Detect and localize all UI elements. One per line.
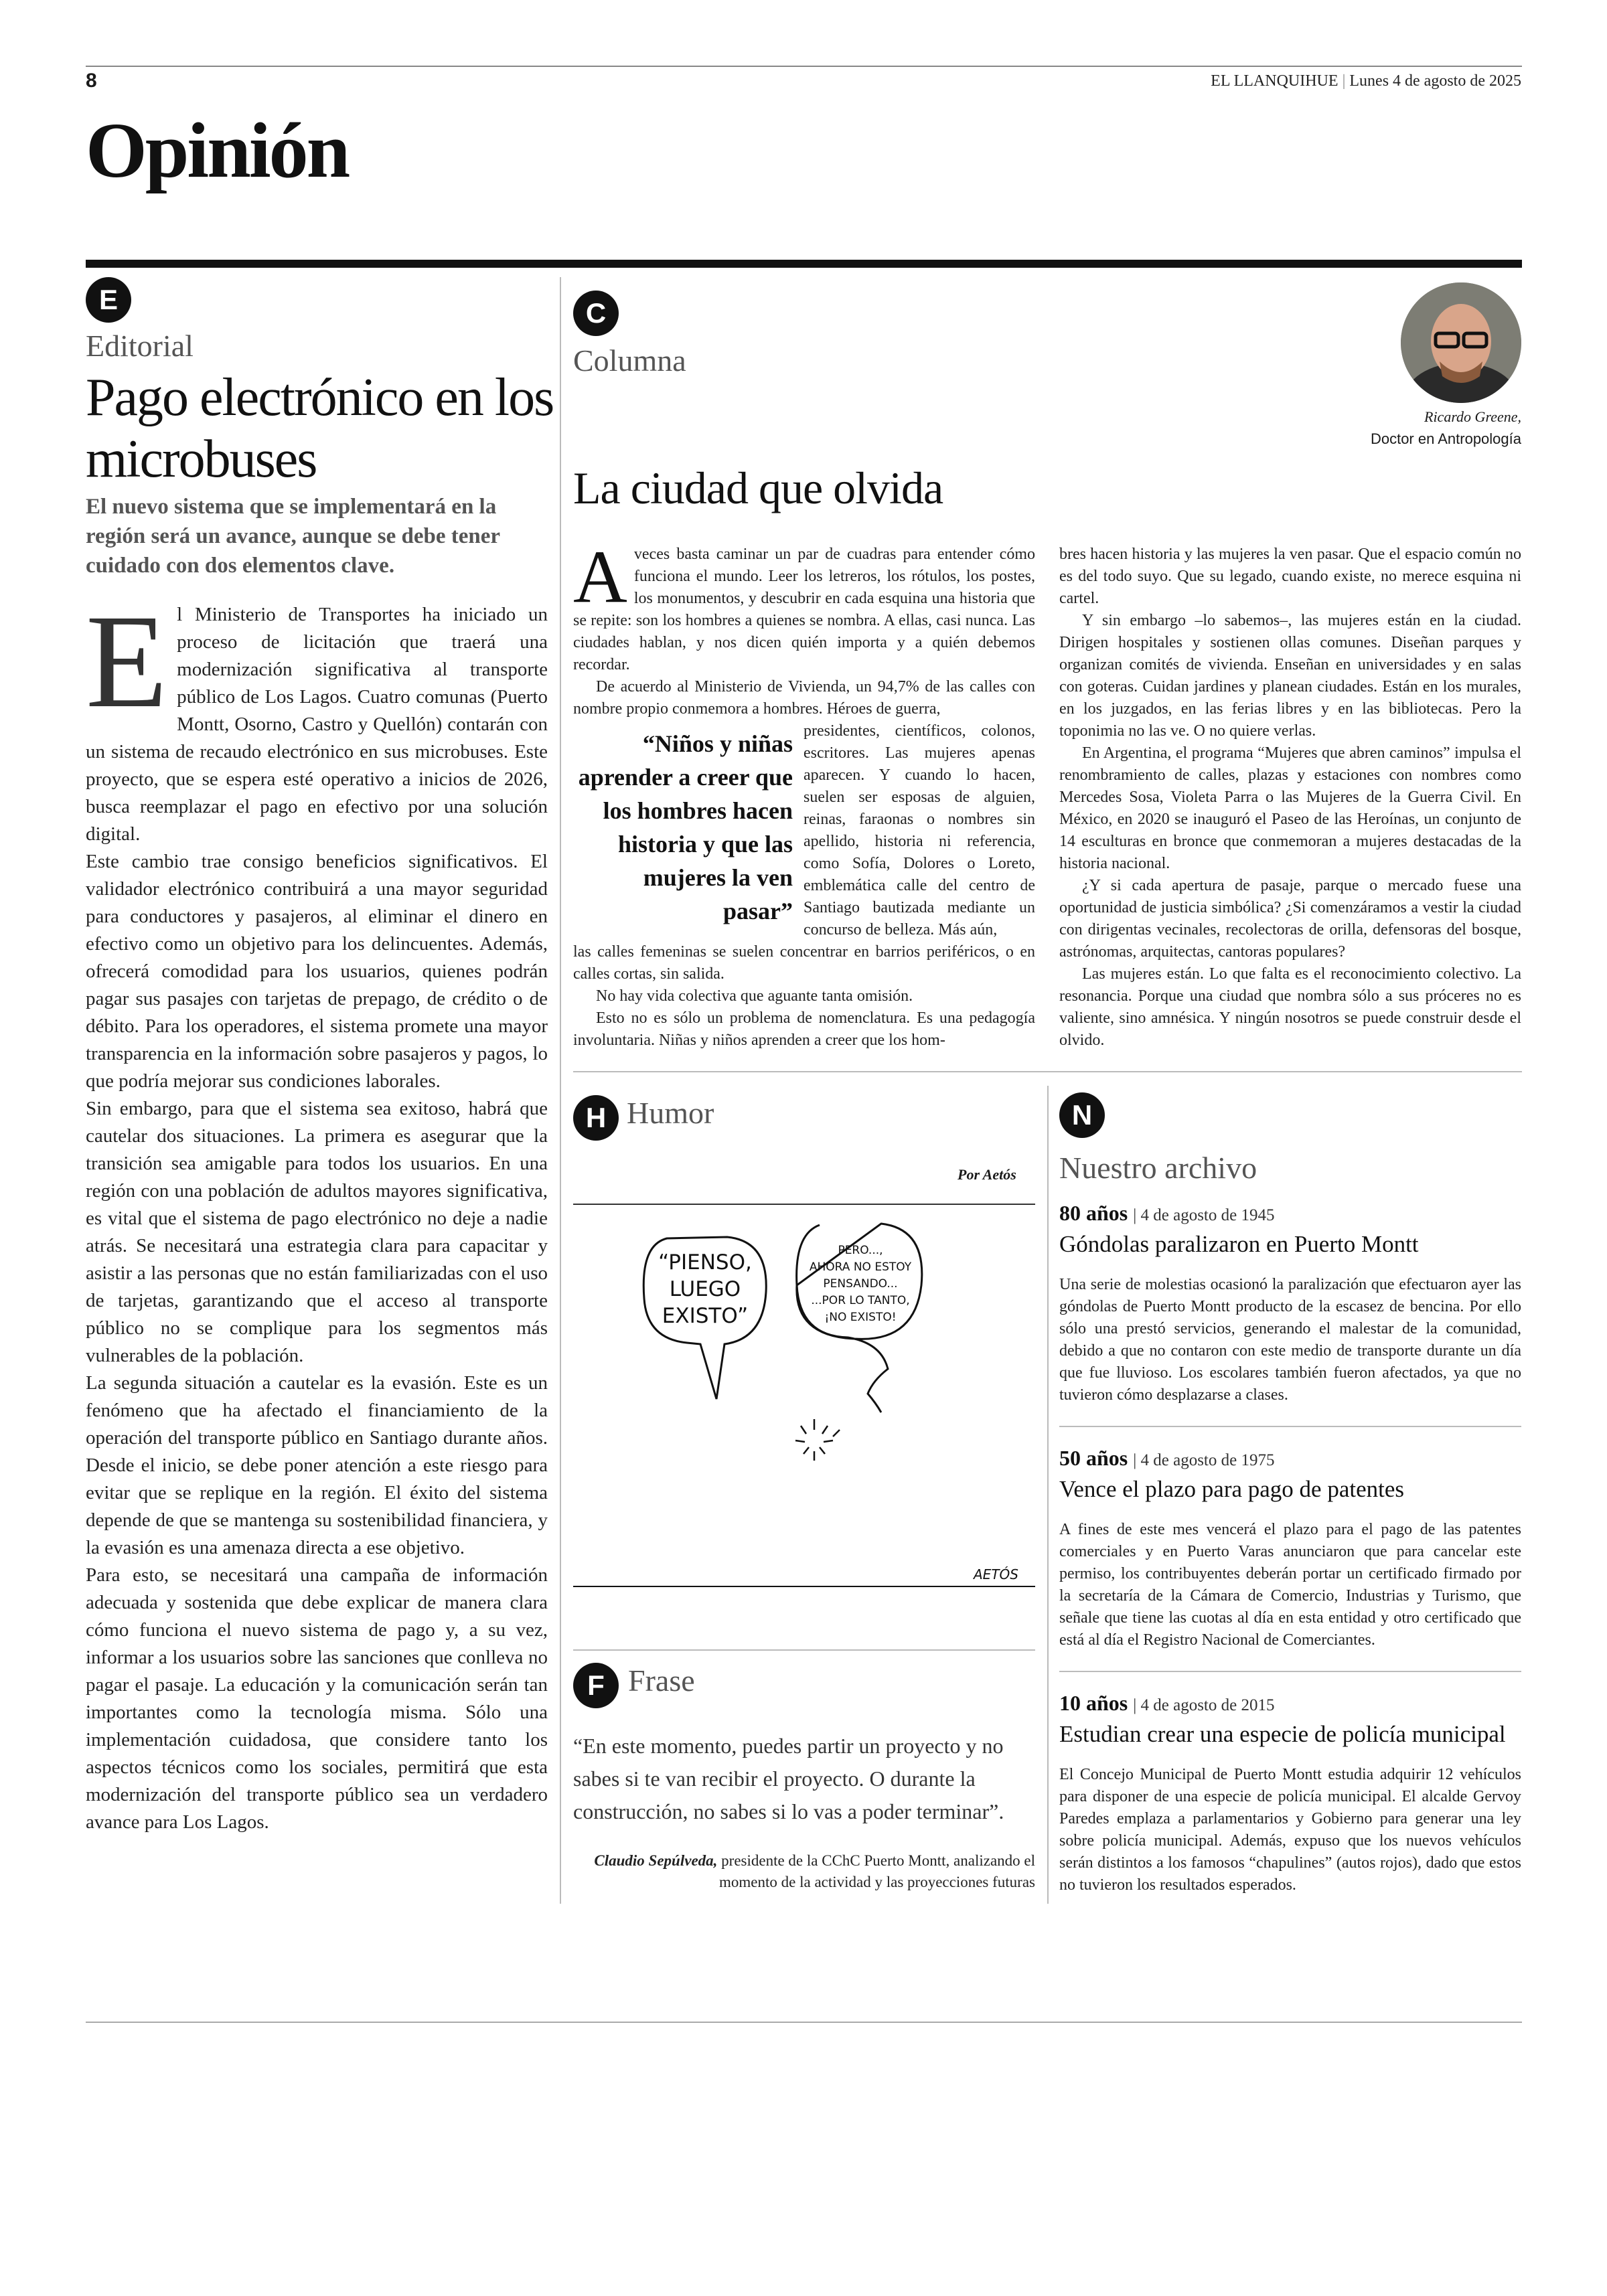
editorial-paragraph: Para esto, se necesitará una campaña de información adecuada y sostenida que debe explicar de manera clara cómo funciona el nuevo sistema de pago y, a su vez, informar a los usuarios sobre las sanciones que conlleva no pagar el pasaje. La educación y la comunicación serán tan importantes como la tecnología misma. Sólo una implementación cuidadosa, que considere tanto los aspectos técnicos como los sociales, permitirá que esta modernización del transporte público sea un verdadero avance para Los Lagos. <box>86 1564 548 1833</box>
bottom-rule <box>86 2022 1522 2023</box>
archive-item-header <box>1059 1201 1521 1226</box>
humor-label: Humor <box>627 1096 714 1130</box>
column-paragraph: ¿Y si cada apertura de pasaje, parque o mercado fuese una oportunidad de justicia simbólica? ¿Si comenzáramos a vestir la ciudad con dirigentas vecinales, recolectoras de orilla, defensoras del bosque, astrónomas, arquitectas, cantoras populares? <box>1059 877 1521 961</box>
editorial-label: Editorial <box>86 329 194 363</box>
author-photo-icon <box>1401 282 1521 403</box>
publication-name: EL LLANQUIHUE <box>1211 72 1338 90</box>
archive-item-header <box>1059 1691 1521 1716</box>
bubble-right-line: ...POR LO TANTO, <box>811 1294 910 1307</box>
bubble-left-line: “PIENSO, <box>658 1250 752 1275</box>
editorial-title: Pago electrónico en los microbuses <box>86 368 554 489</box>
column-drop-cap: A <box>573 536 627 619</box>
top-rule <box>86 66 1522 67</box>
editorial-paragraph: Este cambio trae consigo beneficios significativos. El validador electrónico contribuirá a una mayor seguridad para conductores y pasajeros, al eliminar el dinero en efectivo como un objetivo para los delincuentes. Además, ofrecerá comodidad para los usuarios, quienes podrán pagar sus pasajes con tarjetas de prepago, de crédito o de débito. Para los operadores, el sistema promete una mayor transparencia en la información sobre pasajeros y pagos, lo que podría mejorar sus condiciones laborales. <box>86 851 548 1092</box>
archive-title: Góndolas paralizaron en Puerto Montt <box>1059 1231 1419 1257</box>
humor-byline: Por Aetós <box>958 1166 1016 1183</box>
humor-badge: H <box>573 1095 619 1141</box>
archive-item-header <box>1059 1446 1521 1471</box>
bubble-left-line: EXISTO” <box>662 1304 749 1328</box>
frase-rule <box>573 1649 1035 1651</box>
publication-date: Lunes 4 de agosto de 2025 <box>1349 72 1521 90</box>
frase-author-detail: presidente de la CChC Puerto Montt, analizando el momento de la actividad y las proyecciones futuras <box>719 1852 1035 1890</box>
archive-divider <box>1047 1086 1049 1904</box>
archive-body: A fines de este mes vencerá el plazo para el pago de las patentes comerciales y en Puerto Varas anunciaron que para cancelar este permiso, los contribuyentes deberán portar un certificado firmado por la secretaría de la Cámara de Comercio, Industrias y Turismo, que señale que tiene las cuotas al día en esta entidad y otro certificado que está al día el Registro Nacional de Comerciantes. <box>1059 1521 1521 1649</box>
frase-label: Frase <box>628 1663 695 1698</box>
frase-quote: “En este momento, puedes partir un proyecto y no sabes si te van recibir el proyecto. O durante la construcción, no sabes si lo vas a poder terminar”. <box>573 1734 1004 1823</box>
column-col1 <box>573 536 1035 1052</box>
mid-rule <box>573 1071 1522 1072</box>
page-number: 8 <box>86 70 97 92</box>
column-paragraph: No hay vida colectiva que aguante tanta omisión. <box>596 987 913 1005</box>
cartoon-signature: AETÓS <box>974 1566 1018 1582</box>
archive-item <box>1059 1446 1521 1651</box>
column-label: Columna <box>573 343 686 378</box>
archive-item <box>1059 1201 1521 1406</box>
editorial-paragraph: Sin embargo, para que el sistema sea exitoso, habrá que cautelar dos situaciones. La primera es asegurar que la transición sea amigable para todos los usuarios. En una región con una población de adultos mayores significativa, es vital que el sistema de pago electrónico no deje a nadie atrás. Se necesitará una estrategia clara para capacitar y asistir a las personas que no están familiarizadas con el uso de tarjetas, garantizando que el acceso al transporte público no se complique para los segmentos más vulnerables de la población. <box>86 1098 548 1366</box>
archive-body: El Concejo Municipal de Puerto Montt estudia adquirir 12 vehículos para disponer de una especie de policía municipal. El alcalde Gervoy Paredes emplaza a parlamentarios y Gobierno para generar una ley sobre policía municipal. Además, expuso que los nuevos vehículos serán distintos a los famosos “chapulines” (autos rojos), dado que estos no tuvieron los resultados esperados. <box>1059 1766 1521 1894</box>
archive-item <box>1059 1691 1521 1896</box>
editorial-drop-cap: E <box>86 588 168 736</box>
frase-attribution <box>573 1850 1035 1893</box>
archive-years: 80 años <box>1059 1201 1128 1225</box>
column-pullquote: “Niños y niñas aprender a creer que los hombres hacen historia y que las mujeres la ven pasar” <box>578 730 793 924</box>
archive-title: Vence el plazo para pago de patentes <box>1059 1476 1405 1502</box>
frase-author: Claudio Sepúlveda, <box>594 1852 718 1869</box>
column-paragraph: veces basta caminar un par de cuadras para entender cómo funciona el mundo. Leer los letreros, los rótulos, los postes, los monumentos, y descubrir en cada esquina una historia que se repite: son los hombres a quienes se nombra. A ellas, casi nunca. Las ciudades hablan, y nos dicen quién importa y a quién debemos recordar. <box>573 546 1035 673</box>
bubble-left-line: LUEGO <box>669 1277 741 1301</box>
column-badge: C <box>573 291 619 336</box>
editorial-paragraph: l Ministerio de Transportes ha iniciado un proceso de licitación que traerá una modernización significativa al transporte público de Los Lagos. Cuatro comunas (Puerto Montt, Osorno, Castro y Quellón) contarán con un sistema de recaudo electrónico en sus microbuses. Este proyecto, que se espera esté operativo a inicios de 2026, busca reemplazar el pago en efectivo por una solución digital. <box>86 604 548 845</box>
bubble-right <box>804 1242 917 1326</box>
column-col2 <box>1059 544 1521 1052</box>
author-avatar <box>1401 282 1521 403</box>
bubble-right-line: PENSANDO... <box>823 1277 898 1291</box>
column-divider <box>560 277 561 1904</box>
bubble-right-line: PERO..., <box>838 1244 883 1257</box>
column-paragraph: De acuerdo al Ministerio de Vivienda, un 94,7% de las calles con nombre propio conmemora a hombres. Héroes de guerra, <box>573 678 1035 718</box>
column-paragraph: las calles femeninas se suelen concentrar en barrios periféricos, o en calles cortas, sin salida. <box>573 943 1035 983</box>
archive-body: Una serie de molestias ocasionó la paralización que efectuaron ayer las góndolas de Puerto Montt producto de la escasez de bencina. Por ello sólo una prestó servicios, generando el malestar de la comunidad, debido a que no contaron con este medio de transporte durante un día que fue lluvioso. Los escolares también fueron afectados, ya que no tuvieron cómo desplazarse a clases. <box>1059 1276 1521 1404</box>
archive-years: 10 años <box>1059 1691 1128 1715</box>
column-paragraph: Y sin embargo –lo sabemos–, las mujeres están en la ciudad. Dirigen hospitales y sostienen ollas comunes. Diseñan parques y organizan comités de vivienda. Enseñan en universidades y en salas con goteras. Cuidan jardines y planean ciudades. Están en los murales, en los juzgados, en las ferias libres y en las bibliotecas. Pero la toponimia no las ve. O no quiere verlas. <box>1059 612 1521 740</box>
bubble-right-line: ¡NO EXISTO! <box>824 1311 897 1324</box>
column-paragraph: Las mujeres están. Lo que falta es el reconocimiento colectivo. La resonancia. Porque una ciudad que nombra sólo a sus próceres no es valiente, sino amnésica. Y ningún nosotros se puede construir desde el olvido. <box>1059 965 1521 1049</box>
archive-years: 50 años <box>1059 1446 1128 1470</box>
section-title: Opinión <box>86 106 349 194</box>
archive-rule <box>1059 1426 1521 1427</box>
archive-badge: N <box>1059 1092 1105 1138</box>
archive-date: | 4 de agosto de 1975 <box>1133 1451 1275 1469</box>
editorial-deck: El nuevo sistema que se implementará en la región será un avance, aunque se debe tener cuidado con dos elementos clave. <box>86 495 500 578</box>
archive-date: | 4 de agosto de 1945 <box>1133 1206 1275 1224</box>
archive-title: Estudian crear una especie de policía municipal <box>1059 1721 1506 1747</box>
author-name: Ricardo Greene, <box>1424 408 1521 425</box>
masthead-line: EL LLANQUIHUE | Lunes 4 de agosto de 2025 <box>1211 72 1521 90</box>
column-title: La ciudad que olvida <box>573 463 943 513</box>
editorial-badge: E <box>86 277 131 323</box>
column-paragraph: presidentes, científicos, colonos, escritores. Las mujeres apenas aparecen. Y cuando lo hacen, suelen ser esposas de alguien, reinas, faraonas o nombres sin apellido, historia ni referencia, como Sofía, Dolores o Loreto, emblemática calle del centro de Santiago bautizada mediante un concurso de belleza. Más aún, <box>804 722 1035 938</box>
bubble-right-line: AHORA NO ESTOY <box>809 1260 912 1274</box>
column-paragraph: En Argentina, el programa “Mujeres que abren caminos” impulsa el renombramiento de calles, plazas y estaciones con nombres como Mercedes Sosa, Violeta Parra o las Mujeres de la Guerra Civil. En México, en 2020 se inauguró el Paseo de las Heroínas, un conjunto de 14 esculturas en bronce que conmemoran a mujeres destacadas de la historia nacional. <box>1059 744 1521 872</box>
author-role: Doctor en Antropología <box>1370 430 1521 447</box>
pullquote-block <box>573 720 1035 941</box>
archive-rule <box>1059 1671 1521 1672</box>
column-paragraph: Esto no es sólo un problema de nomenclatura. Es una pedagogía involuntaria. Niñas y niños aprenden a creer que los hom- <box>573 1009 1035 1049</box>
archive-date: | 4 de agosto de 2015 <box>1133 1696 1275 1714</box>
editorial-body <box>86 588 548 1836</box>
editorial-paragraph: La segunda situación a cautelar es la evasión. Este es un fenómeno que ha afectado el financiamiento de la operación del transporte público en Santiago durante años. Desde el inicio, se debe poner atención a este riesgo para evitar que se replique en la región. El éxito del sistema depende de que se mantenga su sostenibilidad financiera, y la evasión es una amenaza directa a ese objetivo. <box>86 1372 548 1558</box>
archive-label: Nuestro archivo <box>1059 1151 1257 1185</box>
section-heavy-rule <box>86 260 1522 268</box>
cartoon <box>573 1205 1035 1600</box>
frase-badge: F <box>573 1663 619 1708</box>
bubble-left <box>648 1249 762 1329</box>
column-paragraph: bres hacen historia y las mujeres la ven pasar. Que el espacio común no es del todo suyo. Que su legado, cuando existe, no merece esquina ni cartel. <box>1059 546 1521 607</box>
